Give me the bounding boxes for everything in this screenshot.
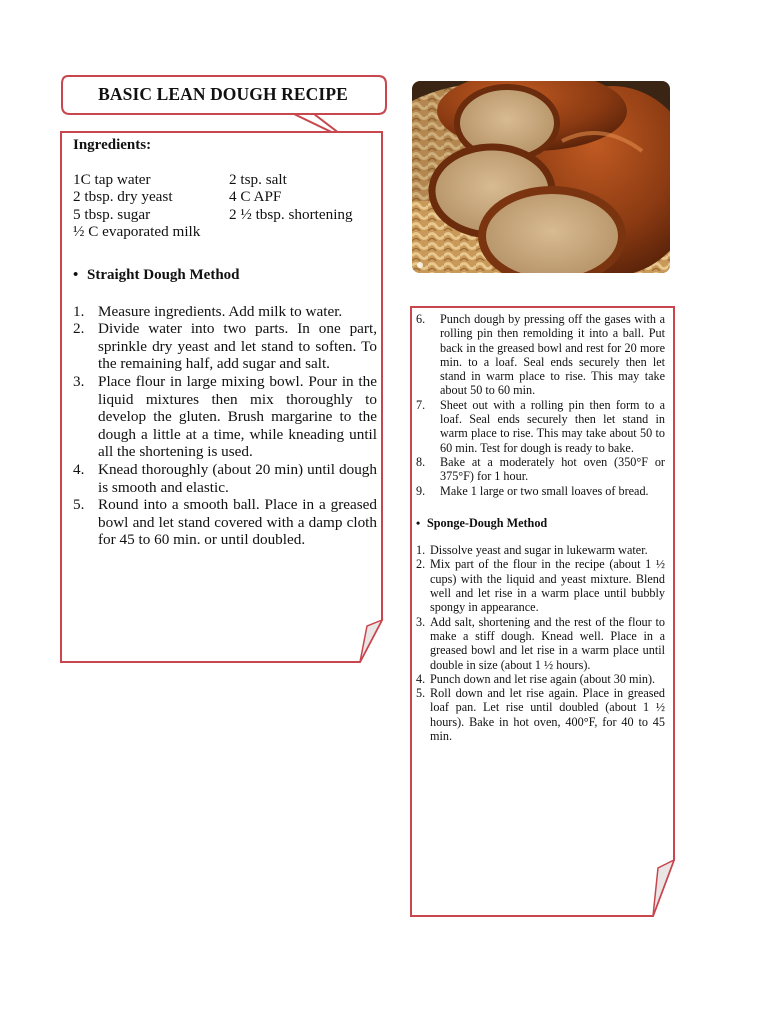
straight-method-steps (73, 303, 377, 549)
ingredient-item: 2 tbsp. dry yeast (73, 188, 173, 206)
ingredient-item: 1C tap water (73, 170, 151, 188)
ingredient-item: ½ C evaporated milk (73, 223, 201, 241)
list-item: 7. Sheet out with a rolling pin then form to a loaf. Seal ends securely then let stand in warm place to rise. This may take about 50 to 60 min. Test for dough is ready to bake. (416, 397, 665, 455)
list-item: 3. Add salt, shortening and the rest of the flour to make a stiff dough. Knead well. Place in a greased bowl and let rise in a warm place until double in size (about 1 ½ hours). (416, 614, 665, 672)
list-item: 4. Knead thoroughly (about 20 min) until dough is smooth and elastic. (73, 460, 377, 496)
bread-loaf-photo (412, 81, 670, 273)
list-item: 5. Round into a smooth ball. Place in a greased bowl and let stand covered with a damp cloth for 45 to 60 min. or until doubled. (73, 496, 377, 549)
ingredients-left-column (73, 171, 229, 241)
list-item: 9. Make 1 large or two small loaves of bread. (416, 483, 649, 498)
bullet-icon: • (416, 515, 421, 530)
list-item: 2. Divide water into two parts. In one part, sprinkle dry yeast and let stand to soften. To the remaining half, add sugar and salt. (73, 320, 377, 373)
bread-loaf-icon (412, 81, 670, 273)
straight-method-heading (73, 267, 377, 285)
straight-method-title: Straight Dough Method (87, 266, 240, 283)
ingredient-item: 4 C APF (229, 188, 282, 206)
list-item: 4. Punch down and let rise again (about 30 min). (416, 671, 656, 686)
straight-method-steps-continued (416, 312, 665, 498)
ingredients-heading: Ingredients: (73, 137, 152, 153)
left-card (73, 137, 377, 549)
ingredient-item: 2 ½ tbsp. shortening (229, 205, 353, 223)
ingredient-item: 5 tbsp. sugar (73, 205, 151, 223)
list-item: 1. Dissolve yeast and sugar in lukewarm water. (416, 543, 648, 558)
bullet-icon: • (73, 266, 79, 283)
sponge-method-steps (416, 543, 665, 743)
ingredients-list (73, 171, 377, 241)
right-card (416, 312, 665, 743)
list-item: 3. Place flour in large mixing bowl. Pour in the liquid mixtures then mix thoroughly to develop the gluten. Brush margarine to the dough a little at a time, while kneading until all the shortening is used. (73, 372, 377, 461)
list-item: 2. Mix part of the flour in the recipe (about 1 ½ cups) with the liquid and yeast mixture. Blend well and let rise in a warm place until bubbly spongy in appearance. (416, 557, 665, 615)
list-item: 8. Bake at a moderately hot oven (350°F or 375°F) for 1 hour. (416, 454, 665, 484)
ingredient-item: 2 tsp. salt (229, 170, 287, 188)
list-item: 5. Roll down and let rise again. Place in greased loaf pan. Let rise until doubled (about 1 ½ hours). Bake in hot oven, 400°F, for 40 to 45 min. (416, 686, 665, 744)
list-item: 6. Punch dough by pressing off the gases with a rolling pin then remolding it into a ball. Put back in the greased bowl and rest for 20 more min. to a loaf. Seal ends securely then let stand in warm place to rise. This may take about 50 to 60 min. (416, 312, 665, 398)
ingredients-right-column (229, 171, 377, 241)
list-item: 1. Measure ingredients. Add milk to water. (73, 302, 343, 320)
sponge-method-title: Sponge-Dough Method (427, 515, 548, 530)
page-title: BASIC LEAN DOUGH RECIPE (98, 84, 348, 104)
sponge-method-heading (416, 516, 665, 530)
